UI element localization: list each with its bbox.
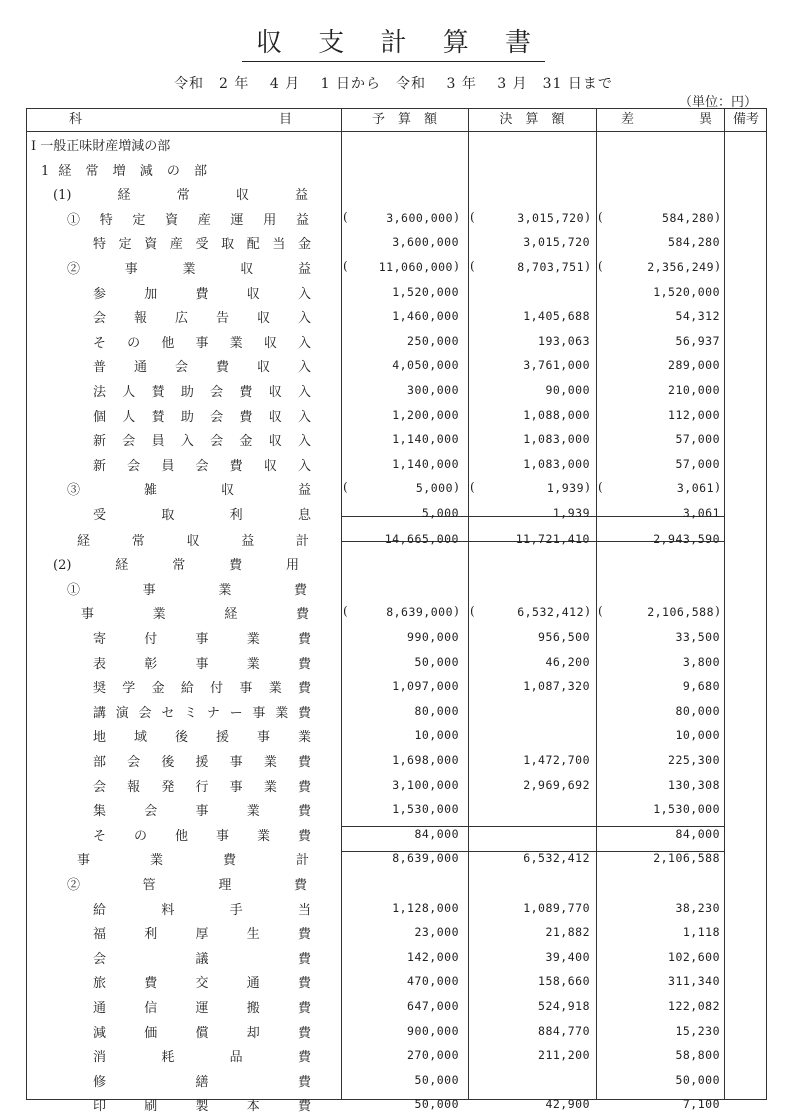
table-row bbox=[27, 158, 768, 183]
table-row bbox=[27, 774, 768, 799]
paren-open: ( bbox=[343, 209, 348, 224]
diff-cell: 3,800 bbox=[682, 654, 720, 669]
paren-close: ) bbox=[454, 259, 459, 273]
actual-cell: 884,770 bbox=[538, 1023, 590, 1038]
actual-cell: 1,089,770 bbox=[523, 900, 590, 915]
budget-cell: 647,000 bbox=[407, 999, 459, 1013]
actual-cell: 11,721,410 bbox=[515, 531, 590, 546]
budget-cell: 23,000 bbox=[414, 925, 459, 940]
budget-cell: 14,665,000 bbox=[384, 531, 459, 546]
header-item-right: 目 bbox=[279, 112, 293, 127]
table-row bbox=[27, 231, 768, 256]
row-label: 部会後援事業費 bbox=[93, 755, 311, 770]
budget-table bbox=[26, 108, 767, 1115]
diff-cell: 56,937 bbox=[675, 333, 720, 348]
diff-cell: 3,061 bbox=[676, 481, 714, 496]
table-row bbox=[27, 823, 768, 848]
budget-cell: 1,530,000 bbox=[392, 802, 459, 817]
budget-cell: 10,000 bbox=[414, 728, 459, 743]
row-label: 法人賛助会費収入 bbox=[93, 385, 311, 400]
row-label: Ⅰ 一般正味財産増減の部 bbox=[31, 139, 171, 154]
row-label: 事業費計 bbox=[77, 853, 309, 869]
paren-open: ( bbox=[343, 259, 348, 273]
table-row bbox=[27, 946, 768, 971]
budget-cell: 1,520,000 bbox=[392, 284, 459, 299]
actual-cell: 1,087,320 bbox=[523, 679, 590, 694]
table-row bbox=[27, 502, 768, 527]
table-row bbox=[27, 528, 768, 553]
actual-cell: 46,200 bbox=[545, 654, 590, 669]
actual-cell: 1,405,688 bbox=[523, 309, 590, 324]
row-label: 給料手当 bbox=[93, 902, 311, 918]
actual-cell: 524,918 bbox=[538, 999, 590, 1013]
budget-cell: 1,200,000 bbox=[392, 407, 459, 422]
row-label: 新会員入会金収入 bbox=[93, 434, 311, 450]
actual-cell: 1,939 bbox=[552, 506, 590, 520]
table-row bbox=[27, 651, 768, 676]
budget-cell: 50,000 bbox=[414, 1097, 459, 1112]
diff-cell: 584,280 bbox=[668, 235, 720, 250]
diff-cell: 225,300 bbox=[668, 753, 720, 767]
paren-open: ( bbox=[470, 259, 475, 273]
row-label: 旅費交通費 bbox=[93, 976, 311, 992]
diff-cell: 112,000 bbox=[668, 407, 720, 422]
paren-close: ) bbox=[715, 604, 720, 619]
paren-close: ) bbox=[585, 480, 590, 495]
diff-cell: 289,000 bbox=[668, 358, 720, 373]
paren-open: ( bbox=[598, 259, 603, 273]
diff-cell: 1,530,000 bbox=[653, 802, 720, 817]
row-label: 集会事業費 bbox=[93, 804, 311, 820]
table-row bbox=[27, 700, 768, 725]
paren-open: ( bbox=[598, 604, 603, 619]
diff-cell: 38,230 bbox=[675, 900, 720, 915]
row-label: 受取利息 bbox=[93, 508, 311, 523]
paren-close: ) bbox=[454, 209, 459, 224]
table-row bbox=[27, 995, 768, 1020]
budget-cell: 8,639,000 bbox=[386, 605, 453, 620]
table-row bbox=[27, 256, 768, 281]
paren-close: ) bbox=[454, 604, 459, 619]
paren-open: ( bbox=[470, 604, 475, 619]
row-label: 奨学金給付事業費 bbox=[93, 681, 311, 697]
paren-open: ( bbox=[470, 480, 475, 495]
header-rule bbox=[27, 131, 766, 132]
actual-cell: 6,532,412 bbox=[517, 605, 584, 620]
row-label: 福利厚生費 bbox=[93, 927, 311, 943]
row-label: 消耗品費 bbox=[93, 1050, 311, 1066]
table-row bbox=[27, 626, 768, 651]
actual-cell: 158,660 bbox=[538, 974, 590, 989]
table-row bbox=[27, 428, 768, 453]
row-label: ②事業収益 bbox=[67, 262, 311, 277]
row-label: 特定資産受取配当金 bbox=[93, 237, 311, 253]
table-row bbox=[27, 207, 768, 232]
table-row bbox=[27, 305, 768, 330]
table-row bbox=[27, 675, 768, 700]
row-label: 新会員会費収入 bbox=[93, 458, 311, 474]
actual-cell: 3,015,720 bbox=[517, 210, 584, 225]
table-row bbox=[27, 133, 768, 158]
row-label: ①事業費 bbox=[67, 582, 307, 598]
header-diff-left: 差 bbox=[621, 112, 635, 127]
row-label: 普通会費収入 bbox=[93, 360, 311, 376]
budget-cell: 1,460,000 bbox=[392, 309, 459, 324]
row-label: ②管理費 bbox=[67, 878, 307, 893]
actual-cell: 42,900 bbox=[545, 1097, 590, 1112]
row-label: 通信運搬費 bbox=[93, 1001, 311, 1016]
diff-cell: 584,280 bbox=[662, 210, 714, 225]
budget-cell: 8,639,000 bbox=[392, 851, 459, 866]
paren-open: ( bbox=[343, 604, 348, 619]
budget-cell: 1,698,000 bbox=[392, 753, 459, 767]
budget-cell: 3,100,000 bbox=[392, 777, 459, 792]
diff-cell: 57,000 bbox=[675, 432, 720, 447]
paren-close: ) bbox=[585, 259, 590, 273]
budget-cell: 84,000 bbox=[414, 826, 459, 841]
row-label: 会議費 bbox=[93, 951, 311, 967]
paren-close: ) bbox=[715, 209, 720, 224]
table-row bbox=[27, 872, 768, 897]
table-row bbox=[27, 749, 768, 774]
table-row bbox=[27, 970, 768, 995]
budget-cell: 5,000 bbox=[421, 506, 459, 520]
table-row bbox=[27, 1044, 768, 1069]
table-row bbox=[27, 182, 768, 207]
diff-cell: 10,000 bbox=[675, 728, 720, 743]
table-row bbox=[27, 897, 768, 922]
actual-cell: 3,761,000 bbox=[523, 358, 590, 373]
paren-close: ) bbox=[715, 259, 720, 273]
table-row bbox=[27, 552, 768, 577]
budget-cell: 3,600,000 bbox=[392, 235, 459, 250]
budget-cell: 270,000 bbox=[407, 1048, 459, 1063]
diff-cell: 84,000 bbox=[675, 826, 720, 841]
diff-cell: 33,500 bbox=[675, 630, 720, 644]
budget-cell: 1,097,000 bbox=[392, 679, 459, 694]
header-actual: 決 算 額 bbox=[499, 112, 565, 127]
header-diff-right: 異 bbox=[699, 112, 713, 127]
actual-cell: 1,083,000 bbox=[523, 432, 590, 447]
paren-open: ( bbox=[470, 209, 475, 224]
diff-cell: 80,000 bbox=[675, 703, 720, 718]
actual-cell: 21,882 bbox=[545, 925, 590, 940]
budget-cell: 250,000 bbox=[407, 333, 459, 348]
actual-cell: 1,083,000 bbox=[523, 456, 590, 471]
paren-close: ) bbox=[454, 480, 459, 495]
table-row bbox=[27, 601, 768, 626]
row-label: 会報広告収入 bbox=[93, 311, 311, 327]
budget-cell: 4,050,000 bbox=[392, 358, 459, 373]
budget-cell: 1,140,000 bbox=[392, 456, 459, 471]
row-label: 減価償却費 bbox=[93, 1025, 311, 1041]
budget-cell: 5,000 bbox=[415, 481, 453, 496]
budget-cell: 11,060,000 bbox=[378, 260, 453, 274]
diff-cell: 1,118 bbox=[682, 925, 720, 940]
fiscal-period: 令和 2 年 4 月 1 日から 令和 3 年 3 月 31 日まで bbox=[174, 76, 613, 92]
row-label: 修繕費 bbox=[93, 1074, 311, 1090]
table-row bbox=[27, 379, 768, 404]
table-row bbox=[27, 1093, 768, 1118]
budget-cell: 1,140,000 bbox=[392, 432, 459, 447]
row-label: 経常収益計 bbox=[77, 533, 309, 549]
row-label: 寄付事業費 bbox=[93, 632, 311, 647]
table-row bbox=[27, 281, 768, 306]
row-label: 講演会セミナー事業費 bbox=[93, 705, 311, 721]
actual-cell: 6,532,412 bbox=[523, 851, 590, 866]
row-label: ①特定資産運用益 bbox=[67, 212, 309, 228]
diff-cell: 57,000 bbox=[675, 456, 720, 471]
diff-cell: 58,800 bbox=[675, 1048, 720, 1063]
table-row bbox=[27, 921, 768, 946]
table-row bbox=[27, 798, 768, 823]
diff-cell: 2,106,588 bbox=[647, 605, 714, 620]
row-label: (1)経常収益 bbox=[53, 188, 308, 204]
diff-cell: 3,061 bbox=[682, 506, 720, 520]
row-label: その他事業費 bbox=[93, 828, 311, 844]
paren-open: ( bbox=[343, 480, 348, 495]
row-label: ③雑収益 bbox=[67, 483, 311, 499]
budget-cell: 3,600,000 bbox=[386, 210, 453, 225]
paren-open: ( bbox=[598, 480, 603, 495]
diff-cell: 1,520,000 bbox=[653, 284, 720, 299]
diff-cell: 9,680 bbox=[682, 679, 720, 694]
row-label: 会報発行事業費 bbox=[93, 779, 311, 795]
diff-cell: 122,082 bbox=[668, 999, 720, 1013]
unit-note: （単位：円） bbox=[678, 95, 757, 110]
budget-cell: 50,000 bbox=[414, 654, 459, 669]
paren-open: ( bbox=[598, 209, 603, 224]
budget-cell: 990,000 bbox=[407, 630, 459, 644]
diff-cell: 2,106,588 bbox=[653, 851, 720, 866]
actual-cell: 193,063 bbox=[538, 333, 590, 348]
budget-cell: 900,000 bbox=[407, 1023, 459, 1038]
actual-cell: 211,200 bbox=[538, 1048, 590, 1063]
diff-cell: 311,340 bbox=[668, 974, 720, 989]
diff-cell: 7,100 bbox=[682, 1097, 720, 1112]
budget-cell: 80,000 bbox=[414, 703, 459, 718]
row-label: (2)経常費用 bbox=[53, 558, 299, 574]
paren-close: ) bbox=[585, 604, 590, 619]
paren-close: ) bbox=[715, 480, 720, 495]
table-row bbox=[27, 477, 768, 502]
table-row bbox=[27, 354, 768, 379]
table-row bbox=[27, 330, 768, 355]
diff-cell: 15,230 bbox=[675, 1023, 720, 1038]
actual-cell: 956,500 bbox=[538, 630, 590, 644]
document-title: 収 支 計 算 書 bbox=[0, 22, 787, 59]
diff-cell: 102,600 bbox=[668, 949, 720, 964]
table-row bbox=[27, 453, 768, 478]
diff-cell: 210,000 bbox=[668, 383, 720, 397]
table-row bbox=[27, 847, 768, 872]
diff-cell: 2,943,590 bbox=[653, 531, 720, 546]
actual-cell: 3,015,720 bbox=[523, 235, 590, 250]
budget-cell: 1,128,000 bbox=[392, 900, 459, 915]
row-label: 個人賛助会費収入 bbox=[93, 409, 311, 425]
budget-cell: 300,000 bbox=[407, 383, 459, 397]
row-label: 事業経費 bbox=[81, 607, 309, 623]
row-label: 印刷製本費 bbox=[93, 1099, 311, 1115]
budget-cell: 470,000 bbox=[407, 974, 459, 989]
budget-cell: 142,000 bbox=[407, 949, 459, 964]
table-row bbox=[27, 724, 768, 749]
paren-close: ) bbox=[585, 209, 590, 224]
actual-cell: 8,703,751 bbox=[517, 260, 584, 274]
actual-cell: 1,939 bbox=[546, 481, 584, 496]
row-label: 1 経 常 増 減 の 部 bbox=[41, 163, 207, 179]
diff-cell: 54,312 bbox=[675, 309, 720, 324]
row-label: 参加費収入 bbox=[93, 286, 311, 302]
row-label: 表彰事業費 bbox=[93, 656, 311, 672]
actual-cell: 2,969,692 bbox=[523, 777, 590, 792]
actual-cell: 90,000 bbox=[545, 383, 590, 397]
table-row bbox=[27, 577, 768, 602]
actual-cell: 1,472,700 bbox=[523, 753, 590, 767]
table-row bbox=[27, 1069, 768, 1094]
actual-cell: 39,400 bbox=[545, 949, 590, 964]
diff-cell: 50,000 bbox=[675, 1072, 720, 1087]
actual-cell: 1,088,000 bbox=[523, 407, 590, 422]
row-label: 地域後援事業 bbox=[93, 730, 311, 746]
row-label: その他事業収入 bbox=[93, 335, 311, 351]
budget-cell: 50,000 bbox=[414, 1072, 459, 1087]
diff-cell: 2,356,249 bbox=[647, 260, 714, 274]
header-budget: 予 算 額 bbox=[371, 112, 437, 127]
header-item-left: 科 bbox=[69, 112, 83, 127]
table-row bbox=[27, 404, 768, 429]
header-notes: 備考 bbox=[732, 112, 759, 127]
diff-cell: 130,308 bbox=[668, 777, 720, 792]
table-row bbox=[27, 1020, 768, 1045]
